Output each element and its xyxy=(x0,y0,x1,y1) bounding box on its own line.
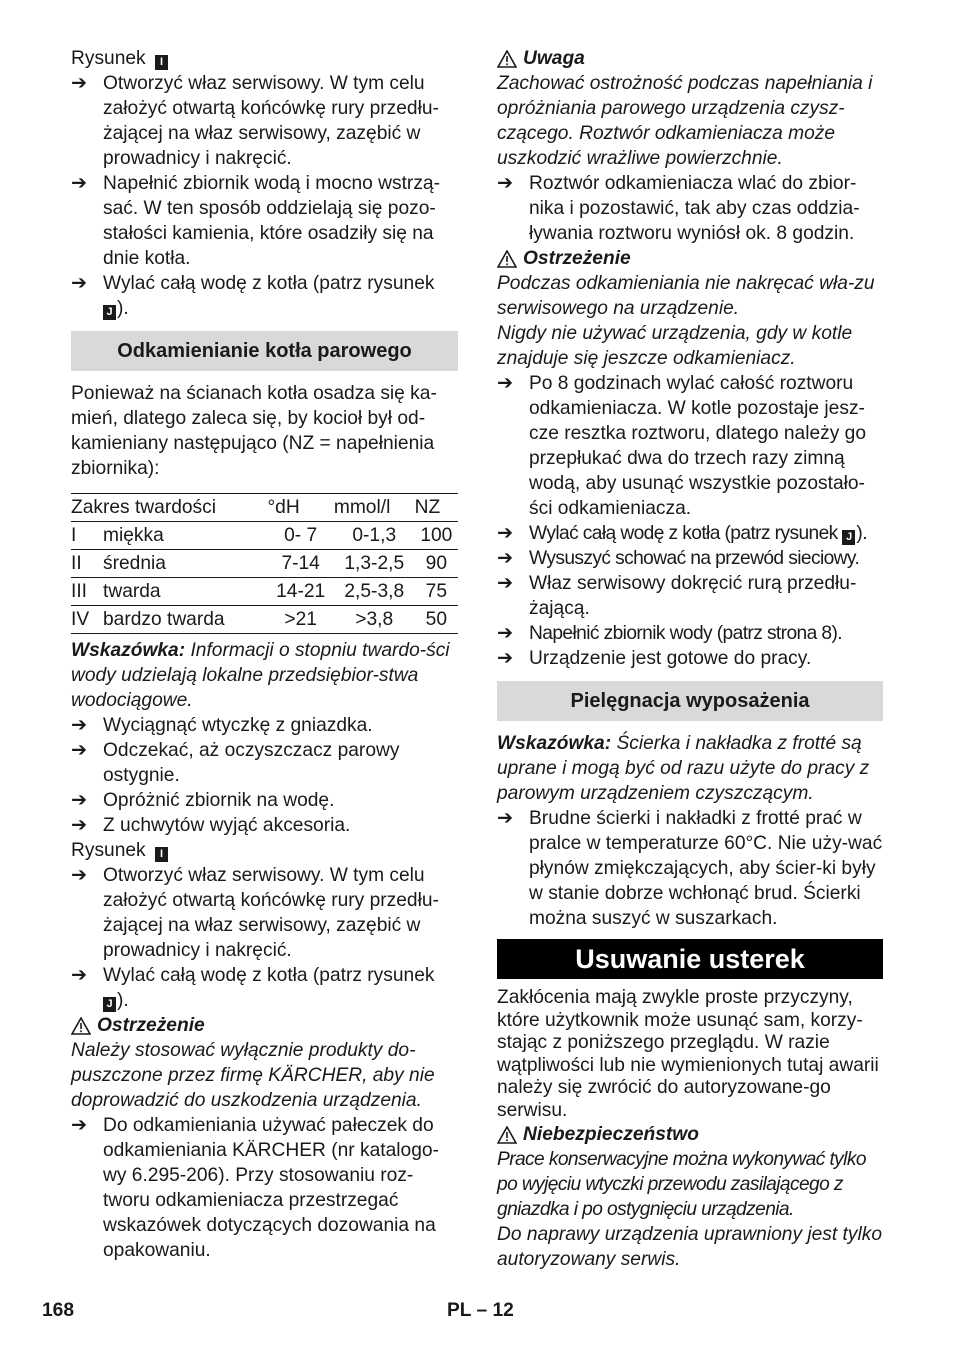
table-cell: >21 xyxy=(267,606,333,634)
column-header: °dH xyxy=(267,494,333,522)
table-cell: miękka xyxy=(103,522,267,550)
table-cell: twarda xyxy=(103,578,267,606)
instruction-item: ➔ Roztwór odkamieniacza wlać do zbior-nika i pozostawić, tak aby czas oddzia-ływania roztworu wyniósł ok. 8 godzin. xyxy=(497,173,860,244)
arrow-icon: ➔ xyxy=(497,808,514,829)
arrow-icon: ➔ xyxy=(497,573,514,594)
instruction-item: ➔ Napełnić zbiornik wodą i mocno wstrzą-sać. W ten sposób oddzielają się pozo-stałości kamienia, które osadziły się na dnie kotła. xyxy=(71,173,440,269)
warning-text: Podczas odkamieniania nie nakręcać wła-zu serwisowego na urządzenie. xyxy=(497,273,875,319)
table-row xyxy=(71,606,458,634)
table-row xyxy=(71,522,458,550)
warning-heading: Ostrzeżenie xyxy=(497,246,883,271)
arrow-icon: ➔ xyxy=(497,373,514,394)
danger-text: Prace konserwacyjne można wykonywać tylko po wyjęciu wtyczki przewodu zasilającego z gniazdka i po ostygnięciu urządzenia. xyxy=(497,1149,866,1220)
table-cell: I xyxy=(71,522,103,550)
table-cell: bardzo twarda xyxy=(103,606,267,634)
troubleshooting-intro: Zakłócenia mają zwykle proste przyczyny, które użytkownik może usunąć sam, korzy-stając z poniższego przeglądu. W razie wątpliwości lub nie wymienionych tutaj awarii należy się zwrócić do autoryzowane-go serwisu. xyxy=(497,987,879,1121)
column-header: Zakres twardości xyxy=(71,494,267,522)
table-header-row xyxy=(71,494,458,522)
page-number: 168 xyxy=(42,1300,75,1321)
table-cell: 50 xyxy=(415,606,458,634)
arrow-icon: ➔ xyxy=(497,548,513,569)
table-row xyxy=(71,550,458,578)
table-cell: 100 xyxy=(415,522,458,550)
arrow-icon: ➔ xyxy=(71,73,88,94)
warning-triangle-icon xyxy=(71,1017,91,1035)
instruction-item: ➔ Wysuszyć schować na przewód sieciowy. xyxy=(497,548,860,569)
instruction-item: ➔ Napełnić zbiornik wody (patrz strona 8). xyxy=(497,623,842,644)
arrow-icon: ➔ xyxy=(497,623,513,644)
danger-text: Do naprawy urządzenia uprawniony jest tylko autoryzowany serwis. xyxy=(497,1224,883,1270)
table-cell: 0- 7 xyxy=(267,522,333,550)
note-paragraph: Wskazówka: Ścierka i nakładka z frotté są uprane i mogą być od razu użyte do pracy z parowym urządzeniem czyszczącym. xyxy=(497,733,870,804)
figure-i-icon: I xyxy=(155,55,168,70)
table-cell: 75 xyxy=(415,578,458,606)
table-cell: 90 xyxy=(415,550,458,578)
arrow-icon: ➔ xyxy=(71,815,88,836)
figure-j-icon: J xyxy=(103,305,116,320)
arrow-icon: ➔ xyxy=(71,173,88,194)
arrow-icon: ➔ xyxy=(497,173,514,194)
instruction-item: ➔ Brudne ścierki i nakładki z frotté prać w pralce w temperaturze 60°C. Nie uży-wać płynów zmiękczających, aby ścier-ki były w stanie dobrze wchłonąć brud. Ścierki można suszyć w suszarkach. xyxy=(497,808,883,929)
warning-text: Należy stosować wyłącznie produkty do-puszczone przez firmę KÄRCHER, aby nie doprowadzić do uszkodzenia urządzenia. xyxy=(71,1040,435,1111)
table-cell: IV xyxy=(71,606,103,634)
table-cell: II xyxy=(71,550,103,578)
instruction-item: ➔ Po 8 godzinach wylać całość roztworu odkamieniacza. W kotle pozostaje jesz-cze resztka roztworu, dlatego należy go przepłukać dwa do trzech razy zimną wodą, aby usunąć wszystkie pozostało-ści odkamieniacza. xyxy=(497,373,867,519)
caution-heading: Uwaga xyxy=(497,46,883,71)
instruction-item: ➔ Właz serwisowy dokręcić rurą przedłu-żającą. xyxy=(497,573,857,619)
arrow-icon: ➔ xyxy=(71,273,88,294)
table-cell: 1,3-2,5 xyxy=(334,550,415,578)
arrow-icon: ➔ xyxy=(71,715,88,736)
instruction-item: ➔ Urządzenie jest gotowe do pracy. xyxy=(497,648,812,669)
instruction-item: ➔ Wylać całą wodę z kotła (patrz rysunek J ). xyxy=(497,523,867,544)
table-cell: 7-14 xyxy=(267,550,333,578)
arrow-icon: ➔ xyxy=(71,740,88,761)
column-header: NZ xyxy=(415,494,458,522)
instruction-item: ➔ Wylać całą wodę z kotła (patrz rysunek J ). xyxy=(71,965,435,1011)
table-cell: 14-21 xyxy=(267,578,333,606)
figure-j-icon: J xyxy=(842,530,855,545)
arrow-icon: ➔ xyxy=(71,865,88,886)
warning-heading: Ostrzeżenie xyxy=(71,1013,458,1038)
instruction-item: ➔ Wyciągnąć wtyczkę z gniazdka. xyxy=(71,715,373,736)
figure-i-icon: I xyxy=(155,847,168,862)
section-heading-accessories-care: Pielęgnacja wyposażenia xyxy=(497,681,883,721)
instruction-item: ➔ Wylać całą wodę z kotła (patrz rysunek J ). xyxy=(71,273,435,319)
instruction-item: ➔ Z uchwytów wyjąć akcesoria. xyxy=(71,815,351,836)
table-cell: III xyxy=(71,578,103,606)
figure-j-icon: J xyxy=(103,997,116,1012)
instruction-item: ➔ Otworzyć właz serwisowy. W tym celu założyć otwartą końcówkę rury przedłu-żającej na właz serwisowy, zazębić w prowadnicy i nakręcić. xyxy=(71,73,439,169)
warning-triangle-icon xyxy=(497,1126,517,1144)
chapter-heading-troubleshooting: Usuwanie usterek xyxy=(497,939,883,979)
warning-triangle-icon xyxy=(497,250,517,268)
warning-triangle-icon xyxy=(497,50,517,68)
caution-text: Zachować ostrożność podczas napełniania i opróżniania parowego urządzenia czysz-czącego. Roztwór odkamieniacza może uszkodzić wrażliwe powierzchnie. xyxy=(497,73,873,169)
table-cell: 0-1,3 xyxy=(334,522,415,550)
table-cell: >3,8 xyxy=(334,606,415,634)
arrow-icon: ➔ xyxy=(497,523,513,544)
arrow-icon: ➔ xyxy=(71,790,88,811)
table-cell: 2,5-3,8 xyxy=(334,578,415,606)
arrow-icon: ➔ xyxy=(497,648,514,669)
arrow-icon: ➔ xyxy=(71,1115,88,1136)
left-column xyxy=(71,46,458,1263)
instruction-item: ➔ Odczekać, aż oczyszczacz parowy ostygnie. xyxy=(71,740,400,786)
column-header: mmol/l xyxy=(334,494,415,522)
language-page-label: PL – 12 xyxy=(447,1300,514,1321)
instruction-item: ➔ Otworzyć właz serwisowy. W tym celu założyć otwartą końcówkę rury przedłu-żającej na właz serwisowy, zazębić w prowadnicy i nakręcić. xyxy=(71,865,439,961)
table-cell: średnia xyxy=(103,550,267,578)
figure-reference: Rysunek I xyxy=(71,46,458,71)
right-column xyxy=(497,46,883,1272)
table-row xyxy=(71,578,458,606)
arrow-icon: ➔ xyxy=(71,965,88,986)
figure-reference: Rysunek I xyxy=(71,838,458,863)
instruction-item: ➔ Opróżnić zbiornik na wodę. xyxy=(71,790,335,811)
note-paragraph: Wskazówka: Informacji o stopniu twardo-ści wody udzielają lokalne przedsiębior-stwa wodociągowe. xyxy=(71,640,450,711)
section-heading-descaling: Odkamienianie kotła parowego xyxy=(71,331,458,371)
danger-heading: Niebezpieczeństwo xyxy=(497,1122,883,1147)
warning-text: Nigdy nie używać urządzenia, gdy w kotle znajduje się jeszcze odkamieniacz. xyxy=(497,323,853,369)
hardness-table xyxy=(71,493,458,634)
instruction-item: ➔ Do odkamieniania używać pałeczek do odkamieniania KÄRCHER (nr katalogo-wy 6.295-206). Przy stosowaniu roz-tworu odkamieniacza przestrzegać wskazówek dotyczących dozowania na opakowaniu. xyxy=(71,1115,439,1261)
intro-paragraph: Ponieważ na ścianach kotła osadza się ka-mień, dlatego zaleca się, by kocioł był od-kamieniany następująco (NZ = napełnienia zbiornika): xyxy=(71,383,437,479)
